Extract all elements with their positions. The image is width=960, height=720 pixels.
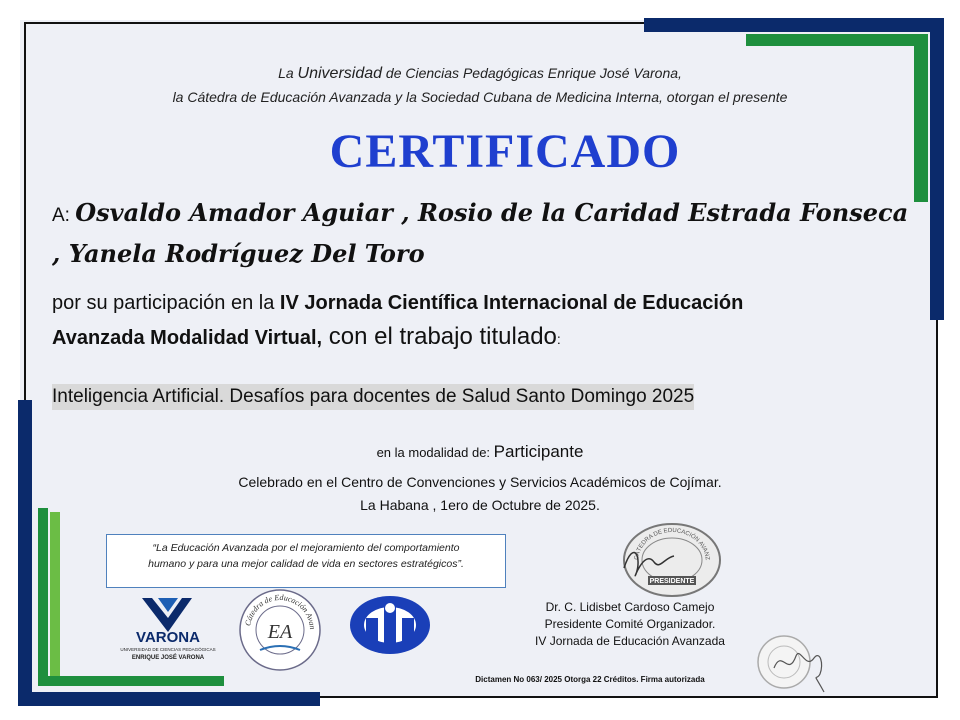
stamp-seal [614,518,728,598]
work-title: Inteligencia Artificial. Desafíos para docentes de Salud Santo Domingo 2025 [52,384,694,410]
svg-text:EA: EA [267,621,293,643]
footer-dictamen: Dictamen No 063/ 2025 Otorga 22 Créditos. Firma autorizada [475,675,705,684]
corner-bar-navy-bottom [18,692,320,706]
varona-logo-mark [112,596,224,664]
date-line: La Habana , 1ero de Octubre de 2025. [360,497,600,513]
signature-seal-mark [754,630,830,696]
recipient-names [52,190,912,277]
svg-text:CÁTEDRA DE EDUCACIÓN AVANZADA: CÁTEDRA DE EDUCACIÓN AVANZ [634,527,710,561]
svg-text:PRESIDENTE: PRESIDENTE [649,578,695,585]
certificate-title: CERTIFICADO [329,125,681,178]
signatory-role: Presidente Comité Organizador. [544,617,716,631]
corner-bar-green-bottom [38,676,224,686]
svg-text:Cátedra de Educación Avanzada: Cátedra de Educación Avan [243,592,318,630]
varona-logo-sub2: ENRIQUE JOSÉ VARONA [131,655,205,661]
intro-line-1: La Universidad de Ciencias Pedagógicas Enrique José Varona, [278,65,682,82]
signatory-event: IV Jornada de Educación Avanzada [535,634,725,648]
modality-value: Participante [493,442,584,461]
motto-quote-box: “La Educación Avanzada por el mejoramiento del comportamiento humano y para una mejor calidad de vida en sectores estratégicos”. [106,534,506,588]
corner-bar-navy-left [18,400,32,706]
catedra-seal [236,586,324,674]
modality-line: en la modalidad de: Participante [376,442,584,461]
recipient-names-line-1: Osvaldo Amador Aguiar , Rosio de la Caridad Estrada Fonseca [75,198,909,227]
medicina-interna-mark [348,594,432,656]
recipient-label: A: [52,205,76,226]
corner-bar-green-top [746,34,928,46]
medicina-interna-logo [348,594,432,656]
varona-logo-name: VARONA [136,629,200,646]
university-word: Universidad [297,65,383,82]
authorized-signature-seal [754,630,830,696]
corner-bar-green-left-light [50,512,60,676]
venue-line: Celebrado en el Centro de Convenciones y Servicios Académicos de Cojímar. [238,474,722,490]
varona-logo [112,596,224,664]
presidente-stamp [614,518,728,598]
catedra-logo [236,586,324,674]
corner-bar-navy-top [644,18,944,32]
intro-line-2: la Cátedra de Educación Avanzada y la Sociedad Cubana de Medicina Interna, otorgan el presente [172,89,788,105]
signatory-name: Dr. C. Lidisbet Cardoso Camejo [545,600,715,614]
varona-logo-sub1: UNIVERSIDAD DE CIENCIAS PEDAGÓGICAS [120,647,216,652]
recipient-names-line-2: , Yanela Rodríguez Del Toro [52,239,425,268]
corner-bar-green-left [38,508,48,682]
participation-text: por su participación en la IV Jornada Científica Internacional de Educación Avanzada Modalidad Virtual, con el trabajo titulado: [52,292,744,350]
event-name-line-2: Avanzada Modalidad Virtual, [52,327,323,349]
event-name-line-1: IV Jornada Científica Internacional de Educación [279,292,744,314]
